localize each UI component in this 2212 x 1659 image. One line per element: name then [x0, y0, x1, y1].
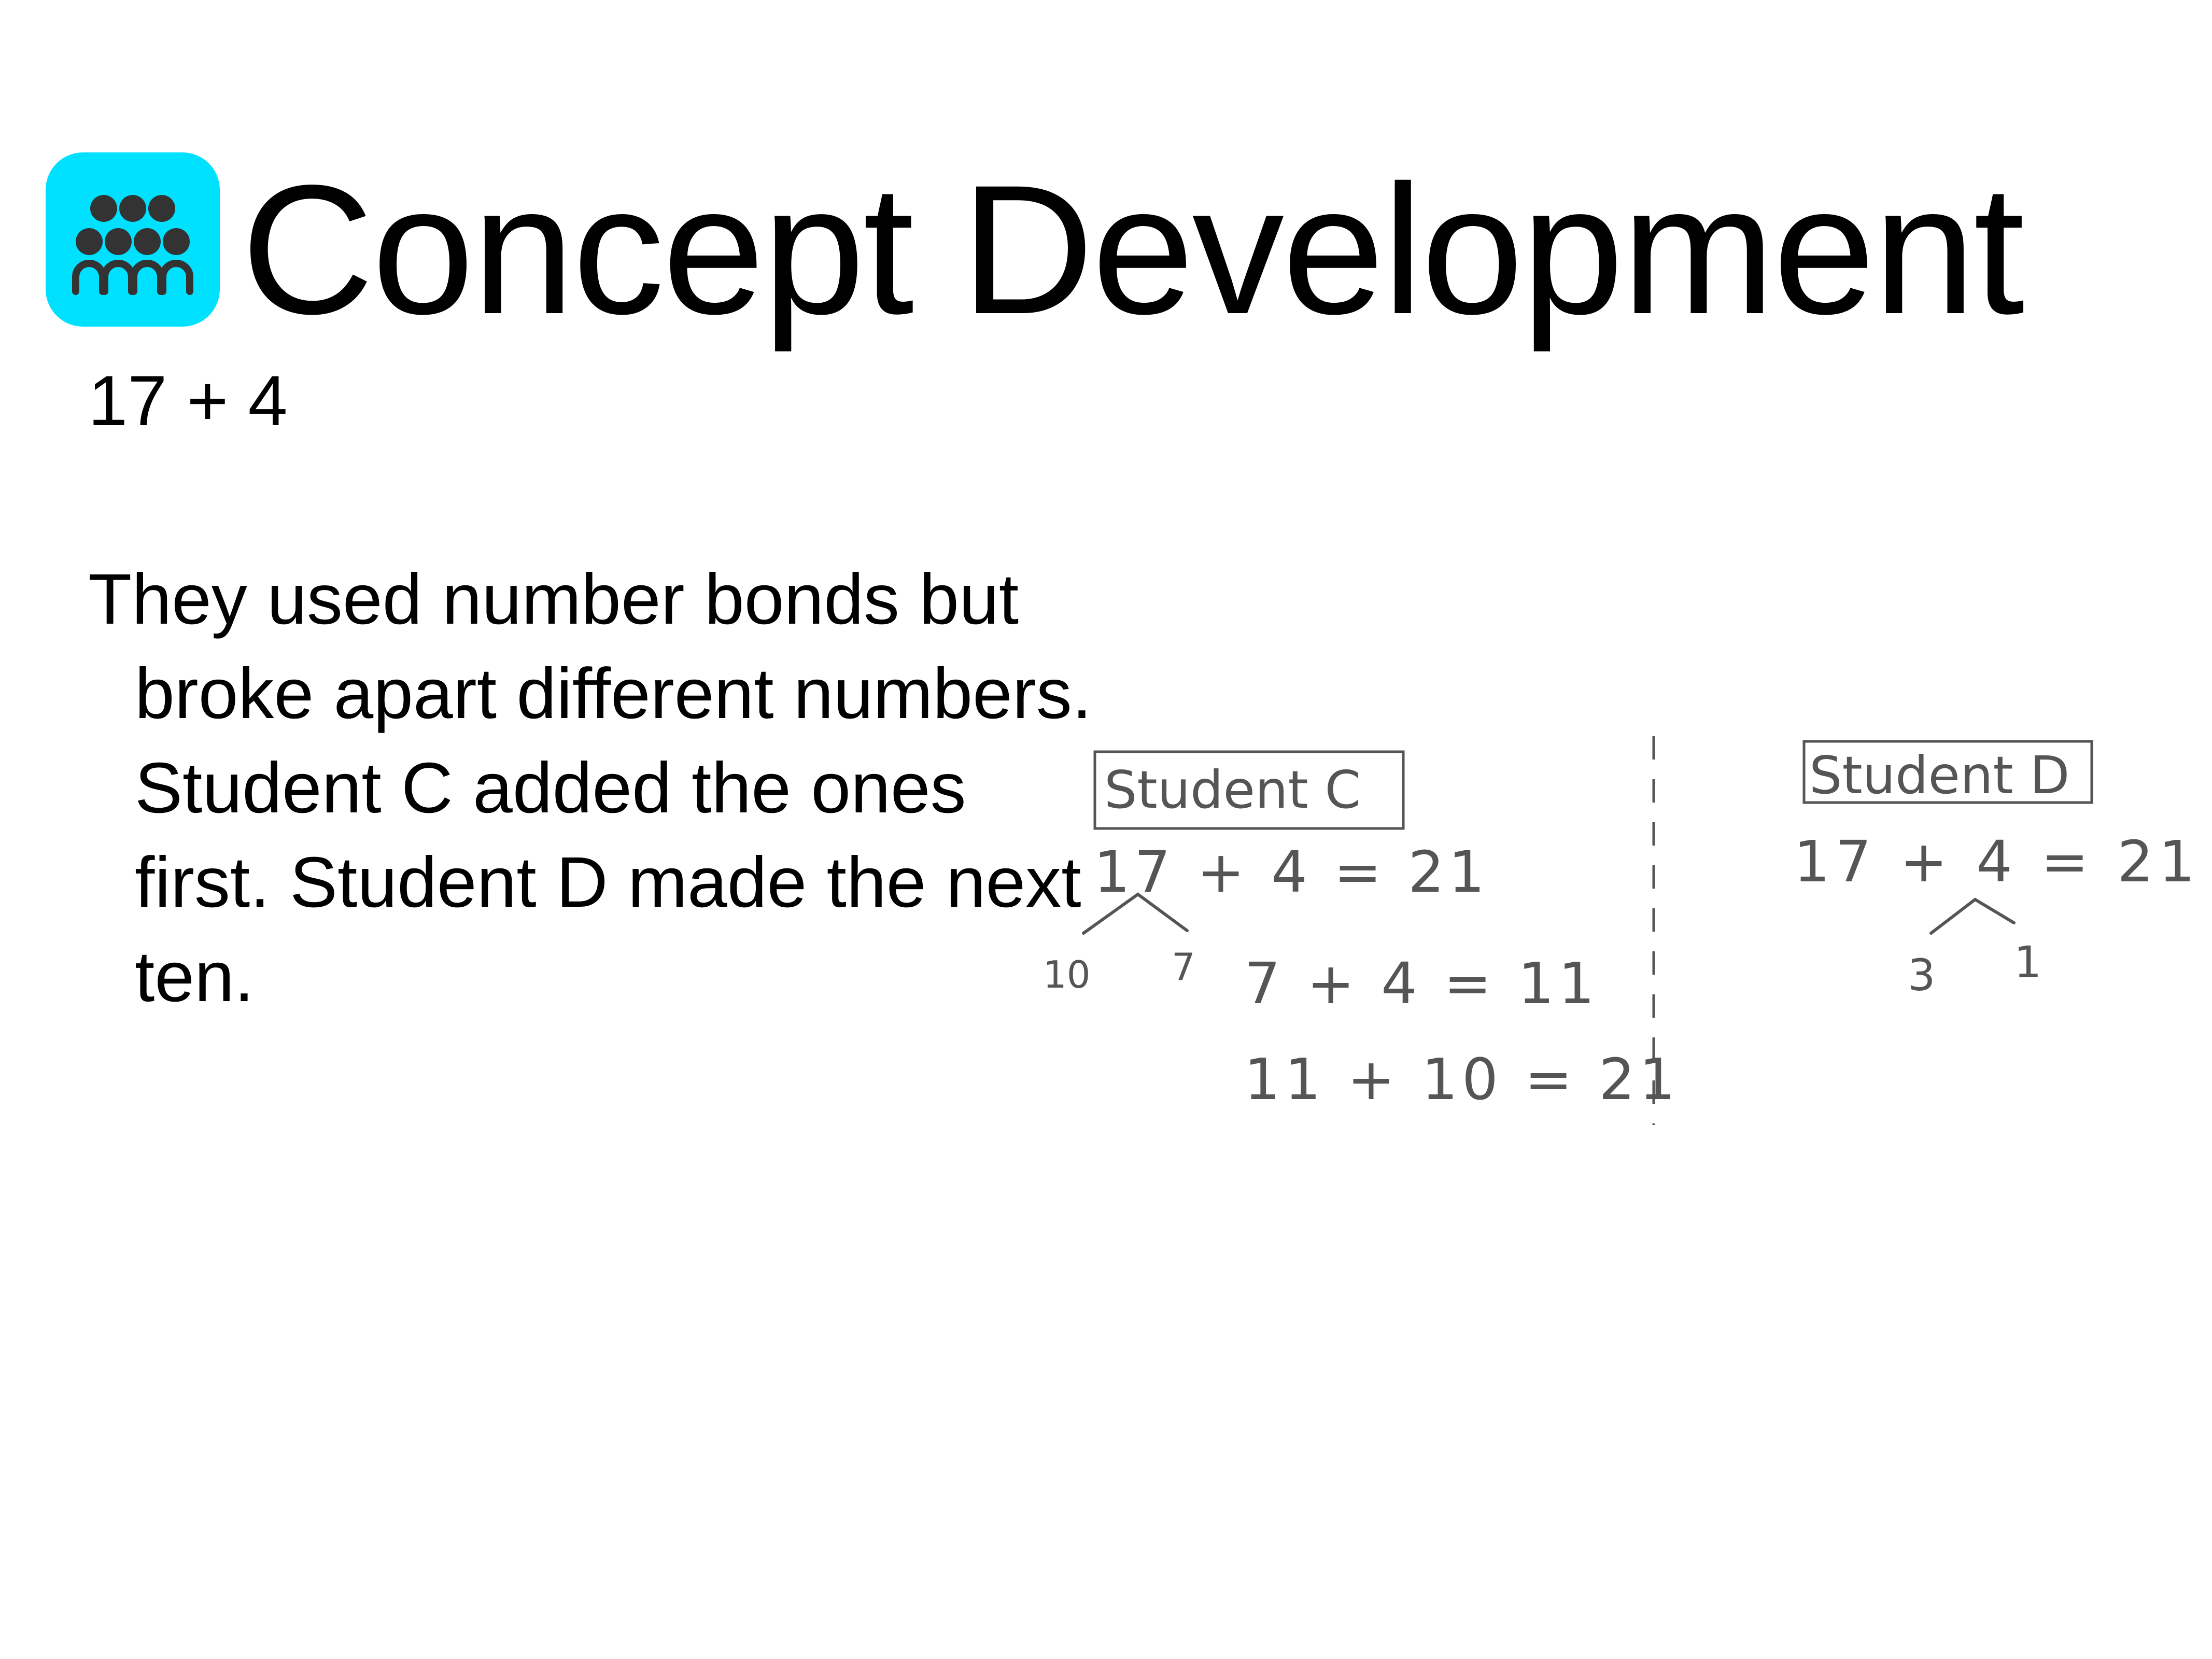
student-d-work	[1794, 741, 2200, 1001]
students-group-icon	[46, 152, 220, 327]
student-work-image	[1026, 715, 2208, 1146]
student-c-work	[1043, 752, 1680, 1113]
student-d-bond-part-1: 3	[1908, 950, 1936, 1001]
student-c-bond-part-2: 7	[1172, 945, 1195, 989]
student-c-label: Student C	[1104, 760, 1361, 820]
page-title: Concept Development	[241, 147, 2023, 353]
problem-expression: 17 + 4	[88, 361, 288, 441]
student-work-drawing	[1026, 715, 2208, 1146]
student-c-step-2: 11 + 10 = 21	[1244, 1046, 1680, 1113]
students-group-glyph	[46, 152, 220, 327]
student-d-label: Student D	[1809, 745, 2070, 806]
student-c-equation: 17 + 4 = 21	[1094, 839, 1489, 905]
student-d-bond-part-2: 1	[2014, 937, 2042, 988]
student-d-equation: 17 + 4 = 21	[1794, 828, 2201, 895]
student-d-bond-lines	[1931, 899, 2014, 933]
student-c-bond-part-1: 10	[1043, 953, 1091, 996]
explanation-text: They used number bonds but broke apart different numbers. Student C added the ones first. Student D made the next ten.	[88, 559, 1092, 1017]
student-c-step-1: 7 + 4 = 11	[1244, 950, 1599, 1017]
